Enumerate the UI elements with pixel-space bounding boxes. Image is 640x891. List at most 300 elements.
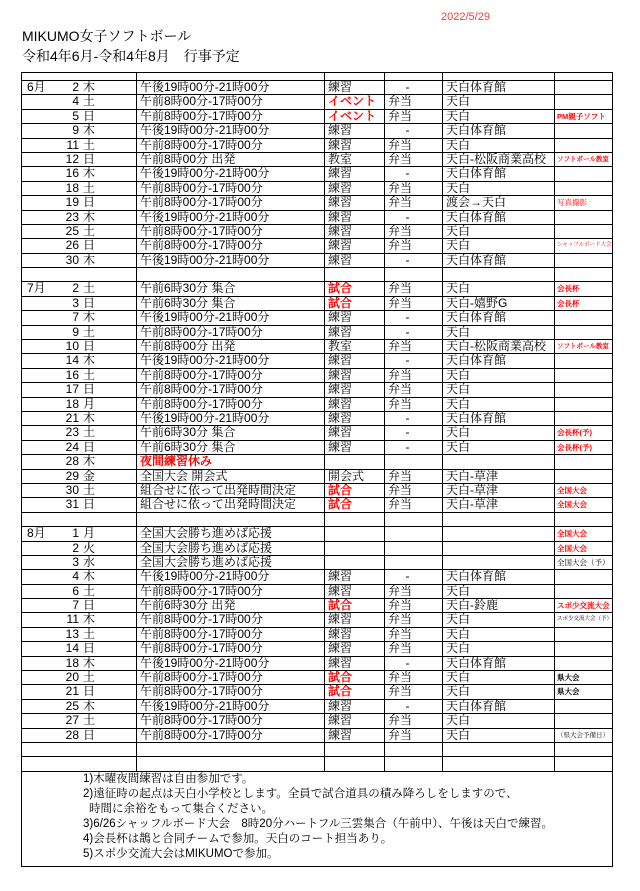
- schedule-row: [22, 455, 612, 469]
- schedule-table: [22, 73, 612, 772]
- location-cell: 天白: [443, 671, 555, 684]
- bento-cell: 弁当: [385, 153, 443, 166]
- activity-type-cell: 練習: [325, 441, 385, 454]
- schedule-row: [22, 354, 612, 368]
- day-cell: 7: [72, 599, 79, 613]
- schedule-row: [22, 182, 612, 196]
- weekday-cell: 土: [80, 369, 137, 382]
- schedule-row: [22, 470, 612, 484]
- bento-cell: -: [385, 124, 443, 137]
- weekday-cell: 土: [80, 95, 137, 108]
- weekday-cell: 日: [80, 153, 137, 166]
- remarks-cell: 全国大会: [557, 500, 587, 510]
- day-cell: 19: [65, 196, 79, 210]
- month-cell: [22, 700, 58, 713]
- time-cell: 午後19時00分-21時00分: [137, 354, 325, 367]
- schedule-sheet: [21, 72, 613, 867]
- month-cell: 7月: [27, 282, 46, 296]
- blank-row: [22, 513, 612, 527]
- bento-cell: 弁当: [385, 671, 443, 684]
- day-cell: 30: [65, 483, 79, 497]
- note-line: 5)スポ少交流大会はMIKUMOで参加。: [83, 847, 279, 860]
- location-cell: 天白-嬉野G: [443, 297, 555, 310]
- schedule-row: [22, 657, 612, 671]
- remarks-cell: [555, 268, 612, 281]
- time-cell: 午前8時00分-17時00分: [137, 225, 325, 238]
- day-cell: [58, 73, 80, 80]
- schedule-row: [22, 81, 612, 95]
- activity-type-cell: 練習: [325, 426, 385, 439]
- weekday-cell: 日: [80, 110, 137, 123]
- remarks-cell: [555, 570, 612, 583]
- remarks-cell: シャッフルボード大会: [557, 242, 612, 249]
- day-cell: 25: [65, 699, 79, 713]
- location-cell: 天白: [443, 613, 555, 626]
- location-cell: 天白: [443, 729, 555, 742]
- day-cell: 27: [65, 714, 79, 728]
- day-cell: 9: [72, 124, 79, 138]
- month-cell: [22, 671, 58, 684]
- location-cell: [443, 743, 555, 756]
- activity-type-cell: 練習: [325, 613, 385, 626]
- time-cell: 午前8時00分-17時00分: [137, 182, 325, 195]
- activity-type-cell: 練習: [325, 254, 385, 267]
- note-line: 4)会長杯は鵲と合同チームで参加。天白のコート担当あり。: [83, 832, 393, 845]
- remarks-cell: [555, 714, 612, 727]
- activity-type-cell: 試合: [325, 484, 385, 497]
- remarks-cell: 全国大会: [557, 543, 587, 553]
- activity-type-cell: 練習: [325, 196, 385, 209]
- day-cell: 3: [72, 296, 79, 310]
- weekday-cell: 月: [80, 398, 137, 411]
- activity-type-cell: 練習: [325, 211, 385, 224]
- day-cell: 11: [66, 613, 79, 627]
- bento-cell: -: [385, 441, 443, 454]
- location-cell: 天白: [443, 326, 555, 339]
- weekday-cell: 土: [80, 714, 137, 727]
- location-cell: 天白: [443, 110, 555, 123]
- location-cell: 天白体育館: [443, 412, 555, 425]
- schedule-row: [22, 340, 612, 354]
- location-cell: 天白-松阪商業高校: [443, 153, 555, 166]
- activity-type-cell: 試合: [325, 498, 385, 511]
- schedule-row: [22, 139, 612, 153]
- weekday-cell: 木: [80, 211, 137, 224]
- location-cell: 天白: [443, 642, 555, 655]
- activity-type-cell: 試合: [325, 685, 385, 698]
- time-cell: 全国大会勝ち進めば応援: [137, 556, 325, 569]
- location-cell: 天白: [443, 441, 555, 454]
- time-cell: 午前8時00分-17時00分: [137, 110, 325, 123]
- location-cell: 天白体育館: [443, 167, 555, 180]
- activity-type-cell: 練習: [325, 326, 385, 339]
- weekday-cell: 木: [80, 657, 137, 670]
- remarks-cell: [555, 167, 612, 180]
- day-cell: 29: [65, 469, 79, 483]
- weekday-cell: 火: [80, 542, 137, 555]
- location-cell: [443, 527, 555, 540]
- month-cell: [22, 268, 58, 281]
- time-cell: 午前8時00分-17時00分: [137, 714, 325, 727]
- weekday-cell: 日: [80, 441, 137, 454]
- bento-cell: 弁当: [385, 225, 443, 238]
- note-line: 時間に余裕をもって集合ください。: [89, 802, 273, 815]
- activity-type-cell: [325, 743, 385, 756]
- time-cell: 午前8時00分-17時00分: [137, 685, 325, 698]
- month-cell: 6月: [27, 81, 46, 94]
- schedule-row: [22, 311, 612, 325]
- time-cell: 午前8時00分-17時00分: [137, 326, 325, 339]
- remarks-cell: 会長杯(予): [557, 442, 592, 452]
- schedule-row: [22, 613, 612, 627]
- day-cell: 14: [65, 354, 79, 368]
- month-cell: [22, 311, 58, 324]
- month-cell: [22, 326, 58, 339]
- day-cell: 10: [65, 340, 79, 354]
- location-cell: 天白: [443, 369, 555, 382]
- activity-type-cell: [325, 556, 385, 569]
- day-cell: 30: [65, 253, 79, 267]
- month-cell: [22, 628, 58, 641]
- weekday-cell: 日: [80, 599, 137, 612]
- schedule-row: [22, 196, 612, 210]
- schedule-row: [22, 239, 612, 253]
- time-cell: 全国大会勝ち進めば応援: [137, 527, 325, 540]
- location-cell: 天白-草津: [443, 498, 555, 511]
- bento-cell: -: [385, 354, 443, 367]
- note-line: 2)遠征時の起点は天白小学校とします。全員で試合道具の積み降ろしをしますので、: [83, 787, 518, 800]
- weekday-cell: 土: [80, 326, 137, 339]
- time-cell: 午前8時00分-17時00分: [137, 95, 325, 108]
- time-cell: [137, 73, 325, 80]
- location-cell: [443, 556, 555, 569]
- day-cell: 18: [65, 656, 79, 670]
- bento-cell: 弁当: [385, 340, 443, 353]
- time-cell: 午前8時00分-17時00分: [137, 585, 325, 598]
- day-cell: 28: [65, 455, 79, 469]
- bento-cell: -: [385, 700, 443, 713]
- day-cell: 4: [72, 95, 79, 109]
- bento-cell: 弁当: [385, 498, 443, 511]
- remarks-cell: [555, 513, 612, 526]
- weekday-cell: 木: [80, 81, 137, 94]
- day-cell: 28: [65, 728, 79, 742]
- remarks-cell: [555, 743, 612, 756]
- document-title: MIKUMO女子ソフトボール: [22, 28, 192, 44]
- bento-cell: [385, 556, 443, 569]
- location-cell: 天白体育館: [443, 81, 555, 94]
- month-cell: [22, 570, 58, 583]
- day-cell: [58, 743, 80, 756]
- time-cell: 午前8時00分-17時00分: [137, 671, 325, 684]
- month-cell: [22, 225, 58, 238]
- activity-type-cell: 練習: [325, 239, 385, 252]
- bento-cell: [385, 268, 443, 281]
- activity-type-cell: 練習: [325, 642, 385, 655]
- month-cell: [22, 455, 58, 468]
- location-cell: 天白: [443, 239, 555, 252]
- month-cell: [22, 685, 58, 698]
- remarks-cell: [555, 585, 612, 598]
- weekday-cell: 日: [80, 498, 137, 511]
- bento-cell: 弁当: [385, 714, 443, 727]
- day-cell: 14: [65, 642, 79, 656]
- weekday-cell: 日: [80, 196, 137, 209]
- month-cell: [22, 542, 58, 555]
- month-cell: [22, 426, 58, 439]
- month-cell: [22, 383, 58, 396]
- weekday-cell: 木: [80, 124, 137, 137]
- bento-cell: -: [385, 254, 443, 267]
- day-cell: 26: [65, 239, 79, 253]
- bento-cell: 弁当: [385, 196, 443, 209]
- time-cell: 午後19時00分-21時00分: [137, 124, 325, 137]
- location-cell: 天白-鈴鹿: [443, 599, 555, 612]
- activity-type-cell: 練習: [325, 700, 385, 713]
- bento-cell: -: [385, 412, 443, 425]
- day-cell: 2: [72, 81, 79, 94]
- day-cell: 11: [66, 138, 79, 152]
- bento-cell: 弁当: [385, 484, 443, 497]
- bento-cell: -: [385, 167, 443, 180]
- bento-cell: [385, 513, 443, 526]
- remarks-cell: [555, 81, 612, 94]
- schedule-row: [22, 369, 612, 383]
- month-cell: [22, 110, 58, 123]
- bento-cell: 弁当: [385, 369, 443, 382]
- day-cell: 4: [72, 570, 79, 584]
- bento-cell: 弁当: [385, 383, 443, 396]
- month-cell: [22, 585, 58, 598]
- schedule-row: [22, 700, 612, 714]
- time-cell: [137, 757, 325, 770]
- activity-type-cell: 教室: [325, 340, 385, 353]
- month-cell: [22, 743, 58, 756]
- day-cell: 17: [65, 383, 79, 397]
- schedule-row: [22, 527, 612, 541]
- location-cell: [443, 513, 555, 526]
- weekday-cell: 木: [80, 167, 137, 180]
- bento-cell: [385, 455, 443, 468]
- bento-cell: -: [385, 81, 443, 94]
- month-cell: [22, 340, 58, 353]
- time-cell: 午前8時00分-17時00分: [137, 398, 325, 411]
- schedule-row: [22, 671, 612, 685]
- activity-type-cell: 試合: [325, 599, 385, 612]
- location-cell: 天白: [443, 282, 555, 295]
- activity-type-cell: 練習: [325, 398, 385, 411]
- remarks-cell: ソフトボール教室: [557, 155, 609, 163]
- activity-type-cell: 練習: [325, 167, 385, 180]
- location-cell: 天白体育館: [443, 657, 555, 670]
- month-cell: [22, 139, 58, 152]
- weekday-cell: 木: [80, 311, 137, 324]
- day-cell: 23: [65, 210, 79, 224]
- day-cell: 21: [65, 411, 79, 425]
- note-line: 1)木曜夜間練習は自由参加です。: [83, 772, 254, 785]
- bento-cell: [385, 527, 443, 540]
- schedule-row: [22, 167, 612, 181]
- time-cell: 午前8時00分 出発: [137, 340, 325, 353]
- month-cell: [22, 211, 58, 224]
- activity-type-cell: イベント: [325, 110, 385, 123]
- remarks-cell: 会長杯: [557, 298, 580, 308]
- time-cell: 午後19時00分-21時00分: [137, 657, 325, 670]
- time-cell: 午前6時30分 集合: [137, 426, 325, 439]
- location-cell: 天白: [443, 426, 555, 439]
- time-cell: 午前8時00分-17時00分: [137, 642, 325, 655]
- document-date: 2022/5/29: [441, 11, 490, 23]
- schedule-row: [22, 685, 612, 699]
- bento-cell: -: [385, 326, 443, 339]
- month-cell: [22, 556, 58, 569]
- bento-cell: 弁当: [385, 729, 443, 742]
- day-cell: [58, 757, 80, 770]
- time-cell: 午前8時00分-17時00分: [137, 239, 325, 252]
- month-cell: [22, 254, 58, 267]
- time-cell: 全国大会勝ち進めば応援: [137, 542, 325, 555]
- month-cell: [22, 599, 58, 612]
- month-cell: [22, 642, 58, 655]
- remarks-cell: 会長杯(予): [557, 428, 592, 438]
- weekday-cell: 土: [80, 484, 137, 497]
- time-cell: 午後19時00分-21時00分: [137, 412, 325, 425]
- location-cell: 天白-松阪商業高校: [443, 340, 555, 353]
- time-cell: 午前6時30分 集合: [137, 441, 325, 454]
- schedule-row: [22, 642, 612, 656]
- blank-row: [22, 73, 612, 81]
- weekday-cell: [80, 757, 137, 770]
- time-cell: 夜間練習休み: [137, 455, 325, 468]
- remarks-cell: [555, 412, 612, 425]
- blank-row: [22, 757, 612, 771]
- weekday-cell: 土: [80, 282, 137, 295]
- location-cell: 天白-草津: [443, 470, 555, 483]
- month-cell: [22, 297, 58, 310]
- activity-type-cell: 練習: [325, 657, 385, 670]
- weekday-cell: 木: [80, 455, 137, 468]
- schedule-row: [22, 570, 612, 584]
- remarks-cell: [555, 139, 612, 152]
- remarks-cell: ソフトボール教室: [557, 343, 609, 351]
- remarks-cell: [555, 354, 612, 367]
- weekday-cell: 日: [80, 685, 137, 698]
- bento-cell: 弁当: [385, 110, 443, 123]
- remarks-cell: [555, 254, 612, 267]
- remarks-cell: [555, 326, 612, 339]
- bento-cell: 弁当: [385, 297, 443, 310]
- weekday-cell: 土: [80, 628, 137, 641]
- weekday-cell: 木: [80, 613, 137, 626]
- bento-cell: 弁当: [385, 139, 443, 152]
- month-cell: 8月: [27, 527, 46, 541]
- weekday-cell: 土: [80, 139, 137, 152]
- activity-type-cell: [325, 542, 385, 555]
- day-cell: [58, 513, 80, 526]
- day-cell: 3: [72, 555, 79, 569]
- weekday-cell: 土: [80, 182, 137, 195]
- location-cell: [443, 455, 555, 468]
- weekday-cell: 土: [80, 671, 137, 684]
- month-cell: [22, 484, 58, 497]
- bento-cell: 弁当: [385, 470, 443, 483]
- schedule-row: [22, 628, 612, 642]
- weekday-cell: 水: [80, 556, 137, 569]
- remarks-cell: [555, 73, 612, 80]
- location-cell: 天白: [443, 139, 555, 152]
- schedule-row: [22, 729, 612, 743]
- activity-type-cell: 練習: [325, 628, 385, 641]
- time-cell: 午前6時30分 集合: [137, 282, 325, 295]
- remarks-cell: 写真撮影: [557, 198, 587, 208]
- remarks-cell: [555, 700, 612, 713]
- weekday-cell: 金: [80, 470, 137, 483]
- month-cell: [22, 470, 58, 483]
- schedule-row: [22, 398, 612, 412]
- activity-type-cell: 練習: [325, 354, 385, 367]
- activity-type-cell: 練習: [325, 124, 385, 137]
- weekday-cell: [80, 743, 137, 756]
- time-cell: 午後19時00分-21時00分: [137, 81, 325, 94]
- schedule-row: [22, 153, 612, 167]
- remarks-cell: 県大会: [557, 687, 580, 697]
- bento-cell: 弁当: [385, 613, 443, 626]
- schedule-row: [22, 254, 612, 268]
- remarks-cell: [555, 124, 612, 137]
- activity-type-cell: [325, 73, 385, 80]
- activity-type-cell: 練習: [325, 585, 385, 598]
- bento-cell: -: [385, 311, 443, 324]
- weekday-cell: 日: [80, 239, 137, 252]
- schedule-row: [22, 124, 612, 138]
- month-cell: [22, 441, 58, 454]
- activity-type-cell: 練習: [325, 182, 385, 195]
- bento-cell: 弁当: [385, 599, 443, 612]
- activity-type-cell: [325, 268, 385, 281]
- remarks-cell: [555, 757, 612, 770]
- time-cell: 午前8時00分-17時00分: [137, 196, 325, 209]
- time-cell: 午後19時00分-21時00分: [137, 311, 325, 324]
- weekday-cell: 木: [80, 412, 137, 425]
- remarks-cell: [555, 182, 612, 195]
- activity-type-cell: 練習: [325, 412, 385, 425]
- bento-cell: [385, 743, 443, 756]
- time-cell: 午前8時00分 出発: [137, 153, 325, 166]
- time-cell: 午後19時00分-21時00分: [137, 570, 325, 583]
- day-cell: 31: [65, 498, 79, 512]
- remarks-cell: 全国大会（予）: [557, 557, 610, 567]
- bento-cell: -: [385, 570, 443, 583]
- month-cell: [22, 729, 58, 742]
- weekday-cell: [80, 513, 137, 526]
- time-cell: 午前8時00分-17時00分: [137, 383, 325, 396]
- schedule-row: [22, 426, 612, 440]
- bento-cell: 弁当: [385, 95, 443, 108]
- remarks-cell: [555, 369, 612, 382]
- activity-type-cell: 練習: [325, 81, 385, 94]
- location-cell: 渡会→天白: [443, 196, 555, 209]
- schedule-row: [22, 211, 612, 225]
- time-cell: 午前8時00分-17時00分: [137, 369, 325, 382]
- location-cell: 天白: [443, 685, 555, 698]
- time-cell: 午前8時00分-17時00分: [137, 628, 325, 641]
- day-cell: 6: [72, 584, 79, 598]
- location-cell: 天白: [443, 398, 555, 411]
- time-cell: [137, 513, 325, 526]
- location-cell: 天白体育館: [443, 211, 555, 224]
- schedule-row: [22, 383, 612, 397]
- remarks-cell: [555, 398, 612, 411]
